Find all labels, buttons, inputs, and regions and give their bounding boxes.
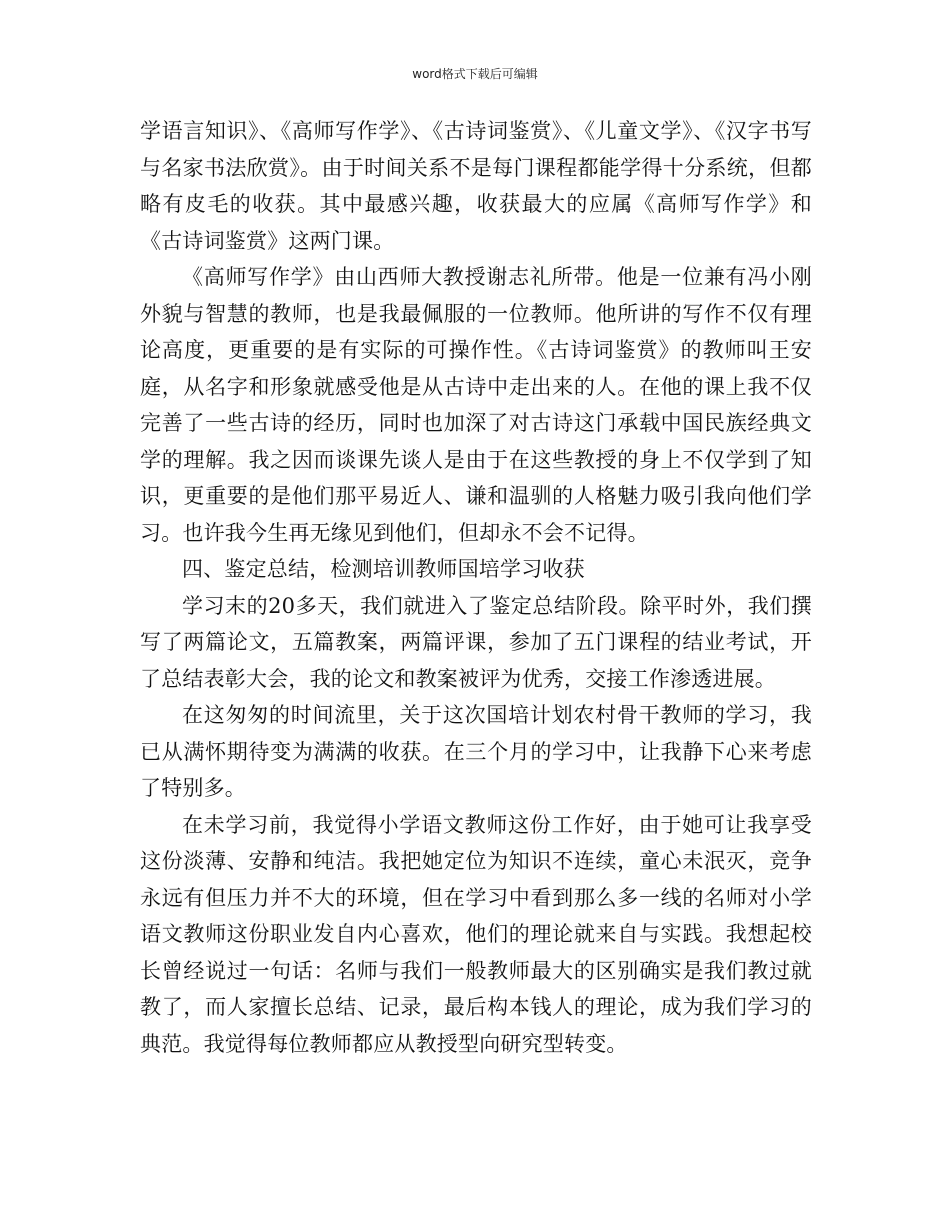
paragraph-3: 学习末的20多天，我们就进入了鉴定总结阶段。除平时外，我们撰写了两篇论文，五篇教案，两篇评课，参加了五门课程的结业考试，开了总结表彰大会，我的论文和教案被评为优秀，交接工作渗透进展。	[140, 593, 812, 691]
page-header: word格式下载后可编辑	[412, 67, 538, 81]
paragraph-4: 在这匆匆的时间流里，关于这次国培计划农村骨干教师的学习，我已从满怀期待变为满满的收获。在三个月的学习中，让我静下心来考虑了特别多。	[140, 703, 812, 800]
document-body	[140, 113, 812, 1062]
paragraph-2: 《高师写作学》由山西师大教授谢志礼所带。他是一位兼有冯小刚外貌与智慧的教师，也是我最佩服的一位教师。他所讲的写作不仅有理论高度，更重要的是有实际的可操作性。《古诗词鉴赏》的教师叫王安庭，从名字和形象就感受他是从古诗中走出来的人。在他的课上我不仅完善了一些古诗的经历，同时也加深了对古诗这门承载中国民族经典文学的理解。我之因而谈课先谈人是由于在这些教授的身上不仅学到了知识，更重要的是他们那平易近人、谦和温驯的人格魅力吸引我向他们学习。也许我今生再无缘见到他们，但却永不会不记得。	[140, 265, 812, 545]
paragraph-5: 在未学习前，我觉得小学语文教师这份工作好，由于她可让我享受这份淡薄、安静和纯洁。我把她定位为知识不连续，童心未泯灭，竞争永远有但压力并不大的环境，但在学习中看到那么多一线的名师对小学语文教师这份职业发自内心喜欢，他们的理论就来自与实践。我想起校长曾经说过一句话：名师与我们一般教师最大的区别确实是我们教过就教了，而人家擅长总结、记录，最后构本钱人的理论，成为我们学习的典范。我觉得每位教师都应从教授型向研究型转变。	[140, 812, 812, 1056]
paragraph-1: 学语言知识》、《高师写作学》、《古诗词鉴赏》、《儿童文学》、《汉字书写与名家书法欣赏》。由于时间关系不是每门课程都能学得十分系统，但都略有皮毛的收获。其中最感兴趣，收获最大的应属《高师写作学》和《古诗词鉴赏》这两门课。	[140, 119, 812, 253]
section-heading: 四、鉴定总结，检测培训教师国培学习收获	[182, 557, 585, 581]
